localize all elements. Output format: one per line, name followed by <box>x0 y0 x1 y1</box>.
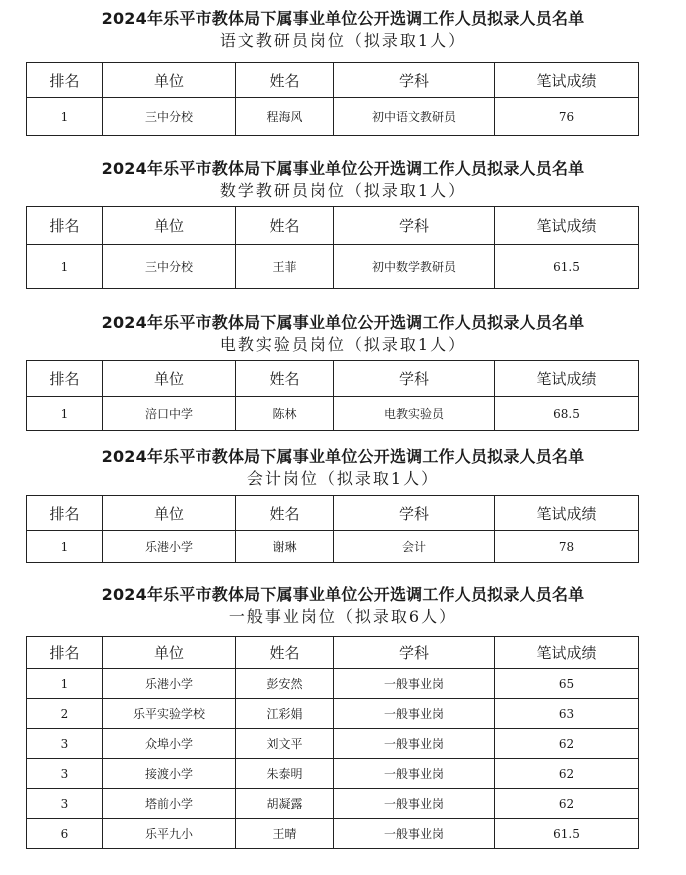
header-rank: 排名 <box>27 637 103 669</box>
header-name: 姓名 <box>236 637 334 669</box>
section-title: 2024年乐平市教体局下属事业单位公开选调工作人员拟录人员名单 <box>101 447 585 466</box>
cell-score: 62 <box>495 729 639 759</box>
header-name: 姓名 <box>236 361 334 397</box>
table-row <box>27 245 639 289</box>
cell-name: 刘文平 <box>236 729 334 759</box>
section-math-researcher <box>0 158 686 274</box>
header-subject: 学科 <box>334 63 495 98</box>
cell-unit: 塔前小学 <box>103 789 236 819</box>
header-subject: 学科 <box>334 361 495 397</box>
cell-score: 63 <box>495 699 639 729</box>
cell-rank: 3 <box>27 729 103 759</box>
cell-rank: 1 <box>27 245 103 289</box>
header-unit: 单位 <box>103 63 236 98</box>
section-title: 2024年乐平市教体局下属事业单位公开选调工作人员拟录人员名单 <box>101 159 585 178</box>
cell-name: 胡凝露 <box>236 789 334 819</box>
header-score: 笔试成绩 <box>495 207 639 245</box>
table-row <box>27 699 639 729</box>
results-table <box>26 206 639 289</box>
section-av-lab <box>0 312 686 421</box>
cell-unit: 乐平实验学校 <box>103 699 236 729</box>
cell-unit: 接渡小学 <box>103 759 236 789</box>
header-subject: 学科 <box>334 207 495 245</box>
cell-score: 76 <box>495 98 639 136</box>
table-header-row <box>27 207 639 245</box>
cell-unit: 三中分校 <box>103 245 236 289</box>
header-score: 笔试成绩 <box>495 637 639 669</box>
section-subtitle: 会计岗位（拟录取1人） <box>246 469 440 488</box>
results-table <box>26 636 639 849</box>
cell-subject: 一般事业岗 <box>334 819 495 849</box>
header-name: 姓名 <box>236 63 334 98</box>
header-unit: 单位 <box>103 207 236 245</box>
results-table <box>26 62 639 136</box>
cell-unit: 三中分校 <box>103 98 236 136</box>
cell-unit: 涪口中学 <box>103 397 236 431</box>
table-header-row <box>27 361 639 397</box>
cell-subject: 初中数学教研员 <box>334 245 495 289</box>
section-accountant <box>0 446 686 554</box>
cell-name: 彭安然 <box>236 669 334 699</box>
table-row <box>27 729 639 759</box>
cell-subject: 会计 <box>334 531 495 563</box>
table-row <box>27 789 639 819</box>
header-score: 笔试成绩 <box>495 63 639 98</box>
cell-name: 陈林 <box>236 397 334 431</box>
header-rank: 排名 <box>27 496 103 531</box>
section-general-posts <box>0 584 686 841</box>
cell-rank: 1 <box>27 669 103 699</box>
header-subject: 学科 <box>334 496 495 531</box>
results-table <box>26 495 639 563</box>
cell-score: 61.5 <box>495 819 639 849</box>
header-score: 笔试成绩 <box>495 361 639 397</box>
cell-name: 江彩娟 <box>236 699 334 729</box>
table-header-row <box>27 637 639 669</box>
cell-unit: 众埠小学 <box>103 729 236 759</box>
cell-score: 65 <box>495 669 639 699</box>
cell-unit: 乐港小学 <box>103 531 236 563</box>
cell-name: 谢琳 <box>236 531 334 563</box>
cell-rank: 1 <box>27 531 103 563</box>
header-rank: 排名 <box>27 207 103 245</box>
header-unit: 单位 <box>103 361 236 397</box>
table-row <box>27 98 639 136</box>
cell-score: 68.5 <box>495 397 639 431</box>
section-subtitle: 电教实验员岗位（拟录取1人） <box>219 335 467 354</box>
cell-subject: 一般事业岗 <box>334 789 495 819</box>
cell-subject: 一般事业岗 <box>334 759 495 789</box>
cell-subject: 电教实验员 <box>334 397 495 431</box>
section-chinese-researcher <box>0 8 686 124</box>
section-subtitle: 一般事业岗位（拟录取6人） <box>228 607 458 626</box>
header-score: 笔试成绩 <box>495 496 639 531</box>
cell-score: 61.5 <box>495 245 639 289</box>
table-row <box>27 397 639 431</box>
header-unit: 单位 <box>103 496 236 531</box>
table-header-row <box>27 63 639 98</box>
cell-rank: 3 <box>27 759 103 789</box>
results-table <box>26 360 639 431</box>
cell-name: 程海风 <box>236 98 334 136</box>
cell-score: 62 <box>495 789 639 819</box>
cell-subject: 一般事业岗 <box>334 729 495 759</box>
cell-subject: 初中语文教研员 <box>334 98 495 136</box>
header-unit: 单位 <box>103 637 236 669</box>
cell-unit: 乐平九小 <box>103 819 236 849</box>
section-title: 2024年乐平市教体局下属事业单位公开选调工作人员拟录人员名单 <box>101 313 585 332</box>
cell-subject: 一般事业岗 <box>334 699 495 729</box>
header-name: 姓名 <box>236 496 334 531</box>
table-row <box>27 819 639 849</box>
header-name: 姓名 <box>236 207 334 245</box>
cell-rank: 3 <box>27 789 103 819</box>
cell-rank: 6 <box>27 819 103 849</box>
cell-name: 朱泰明 <box>236 759 334 789</box>
table-row <box>27 669 639 699</box>
cell-score: 62 <box>495 759 639 789</box>
cell-rank: 1 <box>27 98 103 136</box>
cell-name: 王菲 <box>236 245 334 289</box>
table-header-row <box>27 496 639 531</box>
cell-rank: 2 <box>27 699 103 729</box>
table-row <box>27 531 639 563</box>
section-title: 2024年乐平市教体局下属事业单位公开选调工作人员拟录人员名单 <box>101 9 585 28</box>
cell-rank: 1 <box>27 397 103 431</box>
section-subtitle: 语文教研员岗位（拟录取1人） <box>219 31 467 50</box>
cell-name: 王晴 <box>236 819 334 849</box>
header-subject: 学科 <box>334 637 495 669</box>
table-row <box>27 759 639 789</box>
section-title: 2024年乐平市教体局下属事业单位公开选调工作人员拟录人员名单 <box>101 585 585 604</box>
section-subtitle: 数学教研员岗位（拟录取1人） <box>219 181 467 200</box>
header-rank: 排名 <box>27 361 103 397</box>
cell-unit: 乐港小学 <box>103 669 236 699</box>
cell-score: 78 <box>495 531 639 563</box>
header-rank: 排名 <box>27 63 103 98</box>
cell-subject: 一般事业岗 <box>334 669 495 699</box>
